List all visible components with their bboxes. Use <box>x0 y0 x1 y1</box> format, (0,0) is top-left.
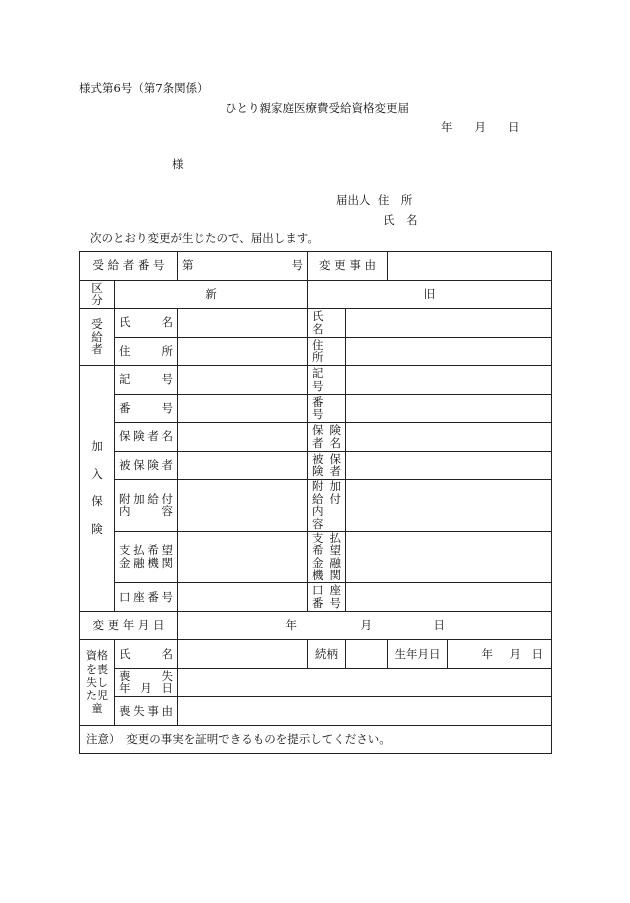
loss-reason-row <box>80 697 552 726</box>
old-header: 旧 <box>308 280 552 309</box>
change-date-field[interactable] <box>178 611 552 640</box>
old-insured-field[interactable] <box>346 451 552 480</box>
new-name-field[interactable] <box>178 309 308 338</box>
new-address-field[interactable] <box>178 337 308 366</box>
applicant-address-line <box>336 192 412 208</box>
new-insured-label: 被保険者 <box>115 451 178 480</box>
old-account-number-label: 口座番号 <box>308 583 346 612</box>
applicant-name-label: 氏 名 <box>383 213 418 227</box>
addressee-suffix: 様 <box>172 157 184 171</box>
birth-month-label: 月 <box>509 646 521 661</box>
recipient-address-row <box>80 337 552 366</box>
new-account-number-field[interactable] <box>178 583 308 612</box>
payment-bank-line1: 支払希望 <box>312 530 341 558</box>
loss-date-row <box>80 668 552 697</box>
new-number-label: 番 号 <box>115 394 178 423</box>
loss-date-label <box>115 668 178 697</box>
account-number-row <box>80 583 552 612</box>
birth-date-field[interactable] <box>448 640 552 669</box>
recipient-number-label: 受 給 者 番 号 <box>80 252 178 281</box>
new-symbol-field[interactable] <box>178 366 308 395</box>
extra-benefit-line1: 附加給付 <box>119 491 173 506</box>
change-date-label: 変 更 年 月 日 <box>80 611 178 640</box>
change-reason-label: 変 更 事 由 <box>308 252 388 281</box>
loss-date-field[interactable] <box>178 668 552 697</box>
new-name-label: 氏 名 <box>115 309 178 338</box>
new-payment-bank-field[interactable] <box>178 531 308 583</box>
old-payment-bank-field[interactable] <box>346 531 552 583</box>
recipient-number-field[interactable] <box>178 252 308 281</box>
extra-benefit-line2: 内 容 <box>312 504 335 531</box>
lost-child-name-field[interactable] <box>178 640 308 669</box>
new-extra-benefit-label <box>115 480 178 532</box>
applicant-label: 届出人 <box>336 193 371 207</box>
new-insurer-name-field[interactable] <box>178 423 308 452</box>
old-number-label: 番 号 <box>308 394 346 423</box>
birth-day-label: 日 <box>531 646 543 661</box>
dai-label: 第 <box>182 258 194 273</box>
recipient-group-label: 受給者 <box>80 309 115 366</box>
loss-reason-field[interactable] <box>178 697 552 726</box>
insured-row <box>80 451 552 480</box>
new-number-field[interactable] <box>178 394 308 423</box>
old-account-number-field[interactable] <box>346 583 552 612</box>
old-address-field[interactable] <box>346 337 552 366</box>
change-day-label: 日 <box>433 618 445 633</box>
insurer-name-row <box>80 423 552 452</box>
old-extra-benefit-label <box>308 480 346 532</box>
change-date-row <box>80 611 552 640</box>
old-address-label: 住 所 <box>308 337 346 366</box>
change-month-label: 月 <box>360 618 372 633</box>
extra-benefit-line2: 内 容 <box>119 504 173 519</box>
new-symbol-label: 記 号 <box>115 366 178 395</box>
payment-bank-line2: 金融機関 <box>312 555 341 583</box>
note-text: 注意） 変更の事実を証明できるものを提示してください。 <box>80 725 552 754</box>
lost-child-name-label: 氏 名 <box>115 640 178 669</box>
old-number-field[interactable] <box>346 394 552 423</box>
old-extra-benefit-field[interactable] <box>346 480 552 532</box>
birth-year-label: 年 <box>481 646 493 661</box>
old-insurer-name-label: 保険者名 <box>308 423 346 452</box>
new-address-label: 住 所 <box>115 337 178 366</box>
relationship-field[interactable] <box>346 640 388 669</box>
go-label: 号 <box>291 258 303 273</box>
date-year: 年 <box>441 120 453 134</box>
old-payment-bank-label <box>308 531 346 583</box>
birth-date-label: 生年月日 <box>388 640 448 669</box>
old-symbol-label: 記 号 <box>308 366 346 395</box>
loss-date-line1: 喪 失 <box>119 668 173 683</box>
payment-bank-row <box>80 531 552 583</box>
relationship-label: 続柄 <box>308 640 346 669</box>
applicant-address-label: 住 所 <box>377 193 413 207</box>
lost-child-group-label: 資格を喪失した児童 <box>80 640 115 726</box>
recipient-name-row <box>80 309 552 338</box>
form-number: 様式第6号（第7条関係） <box>79 81 209 95</box>
recipient-number-row <box>80 252 552 281</box>
payment-bank-line2: 金融機関 <box>119 555 173 570</box>
loss-date-line2: 年 月 日 <box>119 681 173 696</box>
loss-reason-label: 喪失事由 <box>115 697 178 726</box>
change-year-label: 年 <box>285 618 297 633</box>
form-title: ひとり親家庭医療費受給資格変更届 <box>225 101 409 115</box>
note-row <box>80 725 552 754</box>
new-header: 新 <box>115 280 308 309</box>
old-symbol-field[interactable] <box>346 366 552 395</box>
old-insured-label: 被保険者 <box>308 451 346 480</box>
old-name-field[interactable] <box>346 309 552 338</box>
insurance-group-label: 加入保険 <box>80 366 115 612</box>
old-insurer-name-field[interactable] <box>346 423 552 452</box>
old-name-label: 氏 名 <box>308 309 346 338</box>
new-extra-benefit-field[interactable] <box>178 480 308 532</box>
extra-benefit-line1: 附加給付 <box>312 479 341 506</box>
new-insurer-name-label: 保険者名 <box>115 423 178 452</box>
submission-date <box>441 119 520 135</box>
intro-text: 次のとおり変更が生じたので、届出します。 <box>90 231 319 245</box>
change-form-table <box>79 251 552 754</box>
insurance-symbol-row <box>80 366 552 395</box>
date-month: 月 <box>474 120 486 134</box>
extra-benefit-row <box>80 480 552 532</box>
payment-bank-line1: 支払希望 <box>119 543 173 558</box>
division-label: 区分 <box>80 280 115 309</box>
lost-child-name-row <box>80 640 552 669</box>
change-reason-field[interactable] <box>388 252 552 281</box>
division-row <box>80 280 552 309</box>
new-insured-field[interactable] <box>178 451 308 480</box>
insurance-number-row <box>80 394 552 423</box>
new-account-number-label: 口座番号 <box>115 583 178 612</box>
date-day: 日 <box>508 120 520 134</box>
new-payment-bank-label <box>115 531 178 583</box>
